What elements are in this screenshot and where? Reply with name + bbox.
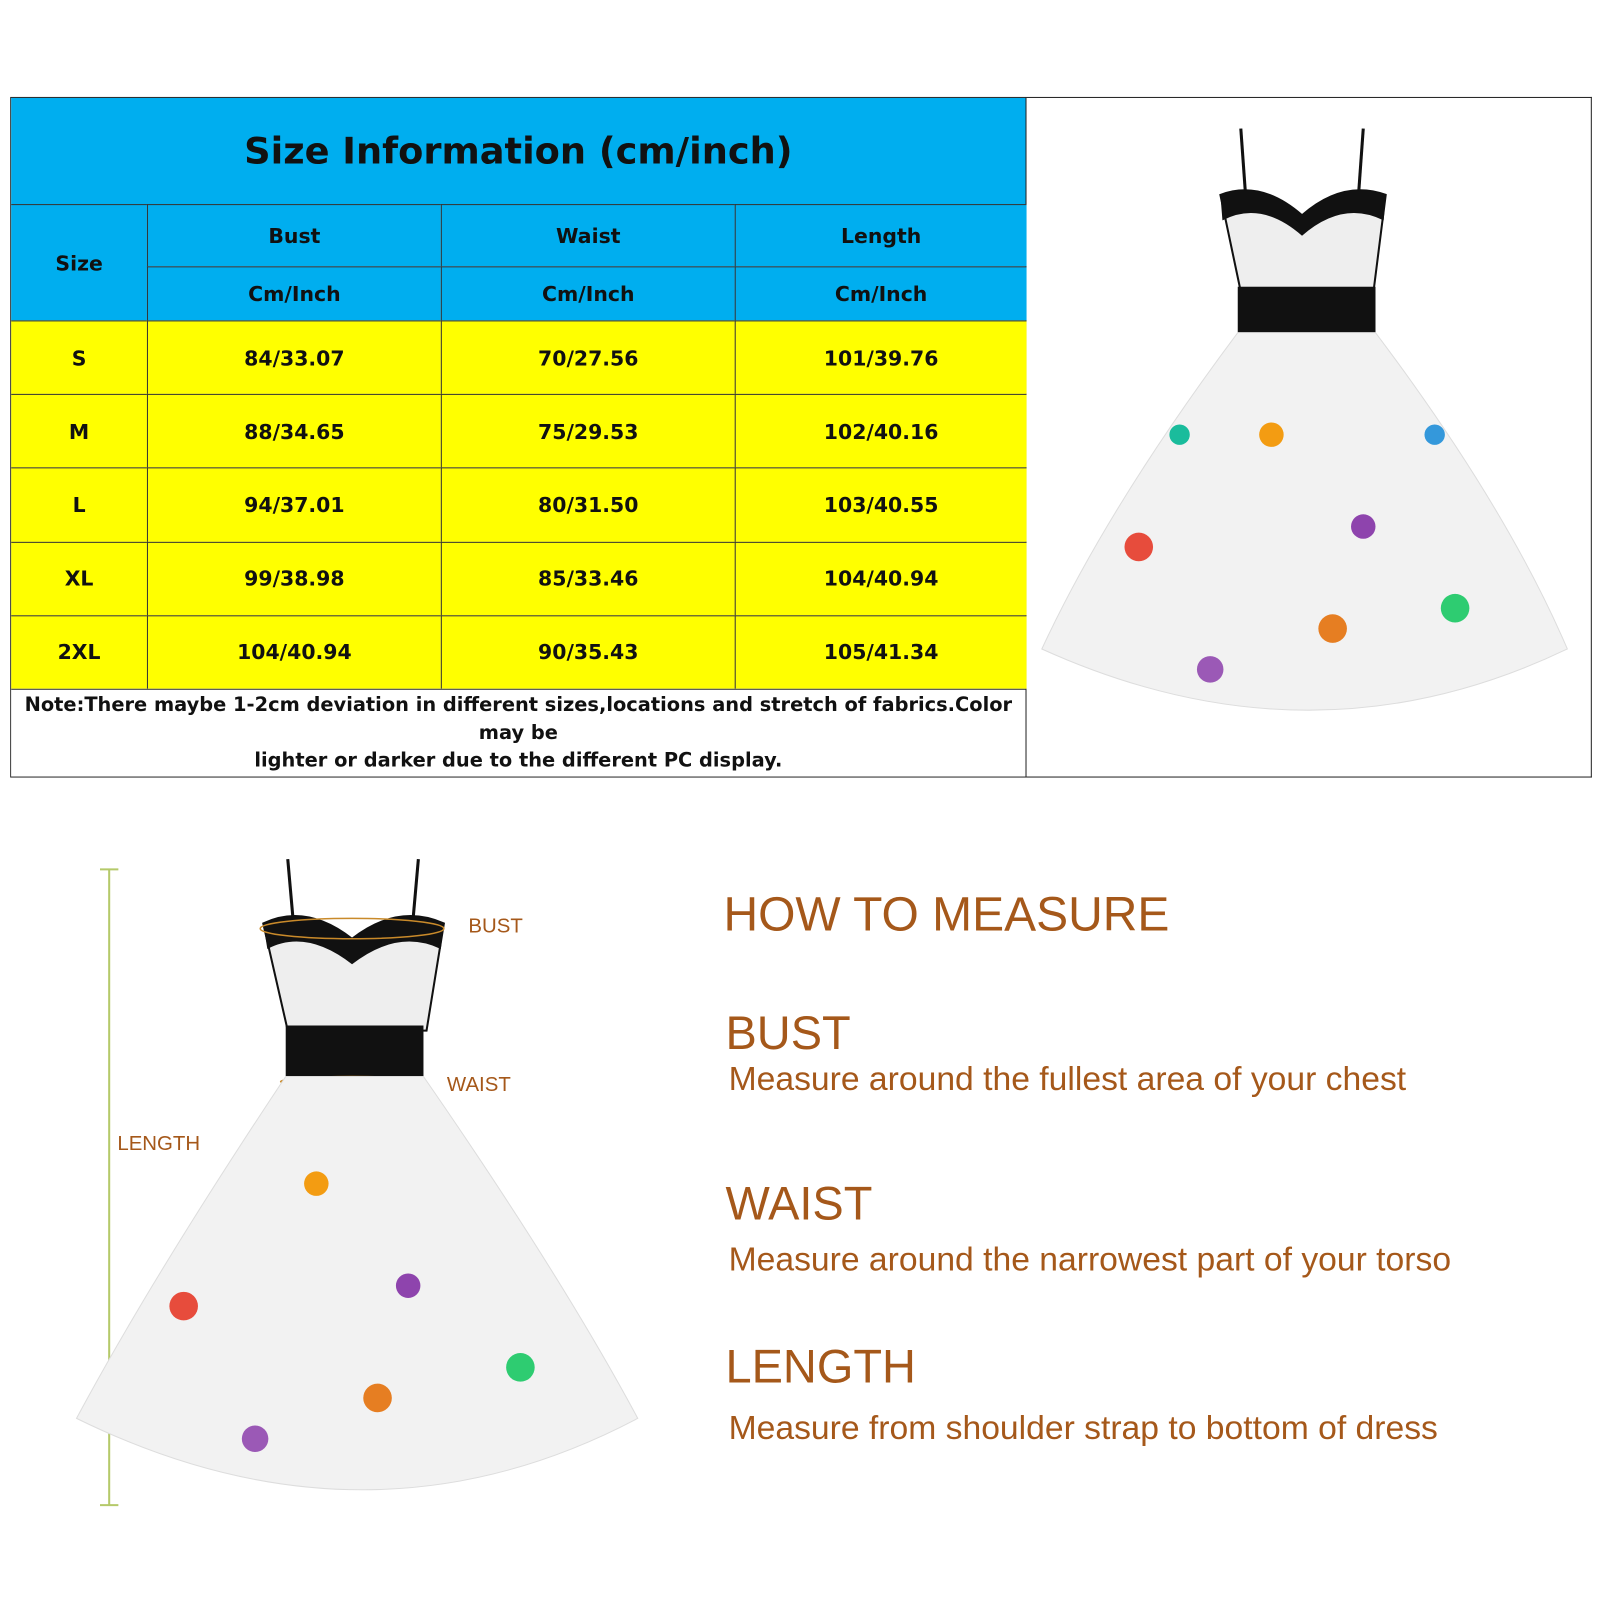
- note-line-1: Note:There maybe 1-2cm deviation in different sizes,locations and stretch of fabrics.Color may be: [24, 693, 1013, 744]
- bust-label: BUST: [468, 915, 523, 938]
- size-cell: XL: [11, 541, 147, 615]
- bust-cell: 99/38.98: [147, 541, 441, 615]
- guide-bust-heading: BUST: [725, 1006, 851, 1060]
- waist-label: WAIST: [446, 1073, 511, 1096]
- bust-cell: 84/33.07: [147, 320, 441, 394]
- guide-bust-text: Measure around the fullest area of your chest: [728, 1059, 1407, 1097]
- guide-length-text: Measure from shoulder strap to bottom of dress: [728, 1408, 1438, 1446]
- measurement-diagram: [61, 847, 673, 1541]
- bust-cell: 88/34.65: [147, 394, 441, 468]
- dress-image: [1027, 98, 1590, 777]
- size-table: [10, 97, 1026, 778]
- column-unit-waist: Cm/Inch: [441, 266, 735, 320]
- size-cell: M: [11, 394, 147, 468]
- waist-cell: 70/27.56: [441, 320, 735, 394]
- size-cell: L: [11, 468, 147, 542]
- size-cell: 2XL: [11, 615, 147, 689]
- column-header-waist: Waist: [441, 204, 735, 266]
- length-cell: 101/39.76: [735, 320, 1027, 394]
- waist-cell: 90/35.43: [441, 615, 735, 689]
- waist-cell: 80/31.50: [441, 468, 735, 542]
- product-image-box: [1027, 97, 1592, 778]
- note: [11, 689, 1025, 777]
- length-cell: 103/40.55: [735, 468, 1027, 542]
- waist-cell: 75/29.53: [441, 394, 735, 468]
- bust-cell: 94/37.01: [147, 468, 441, 542]
- waist-cell: 85/33.46: [441, 541, 735, 615]
- bust-cell: 104/40.94: [147, 615, 441, 689]
- length-cell: 102/40.16: [735, 394, 1027, 468]
- note-line-2: lighter or darker due to the different PC display.: [254, 748, 783, 772]
- column-header-bust: Bust: [147, 204, 441, 266]
- size-header: Size: [11, 204, 147, 320]
- table-title: Size Information (cm/inch): [11, 98, 1025, 204]
- length-cell: 104/40.94: [735, 541, 1027, 615]
- size-cell: S: [11, 320, 147, 394]
- length-label: LENGTH: [117, 1132, 201, 1156]
- column-header-length: Length: [735, 204, 1027, 266]
- guide-waist-text: Measure around the narrowest part of your torso: [728, 1239, 1452, 1278]
- guide-waist-heading: WAIST: [725, 1176, 873, 1230]
- guide-length-heading: LENGTH: [725, 1339, 916, 1393]
- guide-title: HOW TO MEASURE: [723, 886, 1170, 941]
- column-unit-bust: Cm/Inch: [147, 266, 441, 320]
- length-cell: 105/41.34: [735, 615, 1027, 689]
- column-unit-length: Cm/Inch: [735, 266, 1027, 320]
